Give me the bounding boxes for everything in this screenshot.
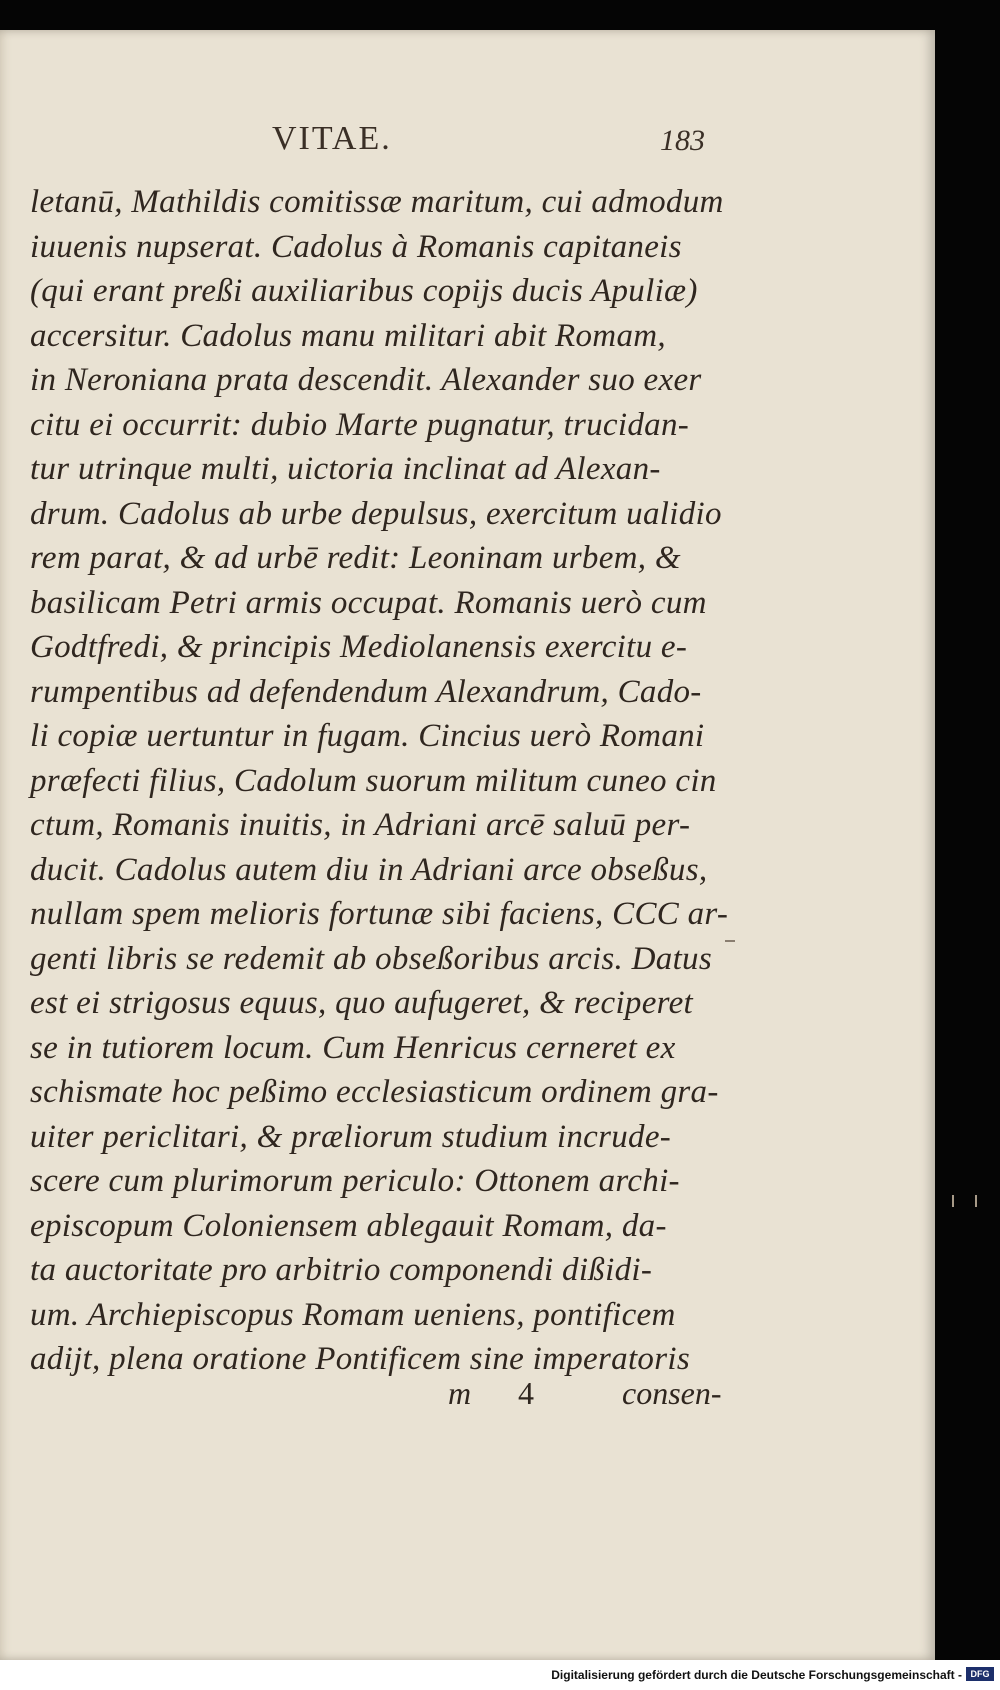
text-line: um. Archiepiscopus Romam ueniens, pontificem bbox=[30, 1296, 676, 1333]
text-line: schismate hoc peßimo ecclesiasticum ordinem gra- bbox=[30, 1074, 719, 1110]
catchword: consen- bbox=[622, 1375, 722, 1411]
text-line: basilicam Petri armis occupat. Romanis uerò cum bbox=[30, 584, 707, 621]
page-header bbox=[0, 120, 935, 180]
text-line: iuuenis nupserat. Cadolus à Romanis capitaneis bbox=[30, 228, 682, 265]
text-line: scere cum plurimorum periculo: Ottonem archi- bbox=[30, 1163, 680, 1199]
text-line: se in tutiorem locum. Cum Henricus cerneret ex bbox=[30, 1029, 676, 1066]
text-line: rumpentibus ad defendendum Alexandrum, Cado- bbox=[30, 673, 702, 710]
text-line: genti libris se redemit ab obseßoribus arcis. Datus bbox=[30, 940, 713, 977]
body-text bbox=[30, 180, 729, 1382]
text-line: citu ei occurrit: dubio Marte pugnatur, trucidan- bbox=[30, 406, 690, 443]
text-line: est ei strigosus equus, quo aufugeret, & reciperet bbox=[30, 985, 693, 1021]
text-line: letanū, Mathildis comitissæ maritum, cui admodum bbox=[30, 184, 724, 220]
text-line: accersitur. Cadolus manu militari abit Romam, bbox=[30, 317, 666, 354]
signature-mark: m bbox=[448, 1375, 472, 1411]
text-line: in Neroniana prata descendit. Alexander suo exer bbox=[30, 362, 702, 398]
text-line: tur utrinque multi, uictoria inclinat ad Alexan- bbox=[30, 451, 661, 487]
credit-bar bbox=[0, 1660, 1000, 1690]
text-line: ducit. Cadolus autem diu in Adriani arce obseßus, bbox=[30, 851, 708, 888]
text-line: drum. Cadolus ab urbe depulsus, exercitum ualidio bbox=[30, 495, 722, 532]
edge-mark bbox=[952, 1195, 954, 1207]
running-head: VITAE. bbox=[272, 120, 392, 157]
text-line: adijt, plena oratione Pontificem sine imperatoris bbox=[30, 1341, 690, 1377]
text-line: Godtfredi, & principis Mediolanensis exercitu e- bbox=[30, 629, 688, 665]
text-line: uiter periclitari, & præliorum studium incrude- bbox=[30, 1118, 672, 1155]
margin-mark bbox=[725, 940, 735, 942]
credit-text: Digitalisierung gefördert durch die Deutsche Forschungsgemeinschaft - bbox=[551, 1668, 962, 1682]
text-line: rem parat, & ad urbē redit: Leoninam urbem, & bbox=[30, 540, 681, 576]
dfg-logo-icon: DFG bbox=[966, 1667, 994, 1681]
page-number: 183 bbox=[660, 124, 705, 157]
text-line: ta auctoritate pro arbitrio componendi dißidi- bbox=[30, 1252, 653, 1288]
book-page bbox=[0, 30, 935, 1660]
page-footer bbox=[0, 1375, 935, 1425]
text-line: ctum, Romanis inuitis, in Adriani arcē saluū per- bbox=[30, 807, 691, 843]
text-line: præfecti filius, Cadolum suorum militum cuneo cin bbox=[30, 762, 717, 799]
signature-number: 4 bbox=[518, 1375, 534, 1411]
edge-mark bbox=[975, 1195, 977, 1207]
text-line: nullam spem melioris fortunæ sibi faciens, CCC ar- bbox=[30, 896, 729, 932]
text-line: episcopum Coloniensem ablegauit Romam, da- bbox=[30, 1207, 667, 1244]
text-line: li copiæ uertuntur in fugam. Cincius uerò Romani bbox=[30, 718, 705, 754]
text-line: (qui erant preßi auxiliaribus copijs ducis Apuliæ) bbox=[30, 273, 698, 309]
